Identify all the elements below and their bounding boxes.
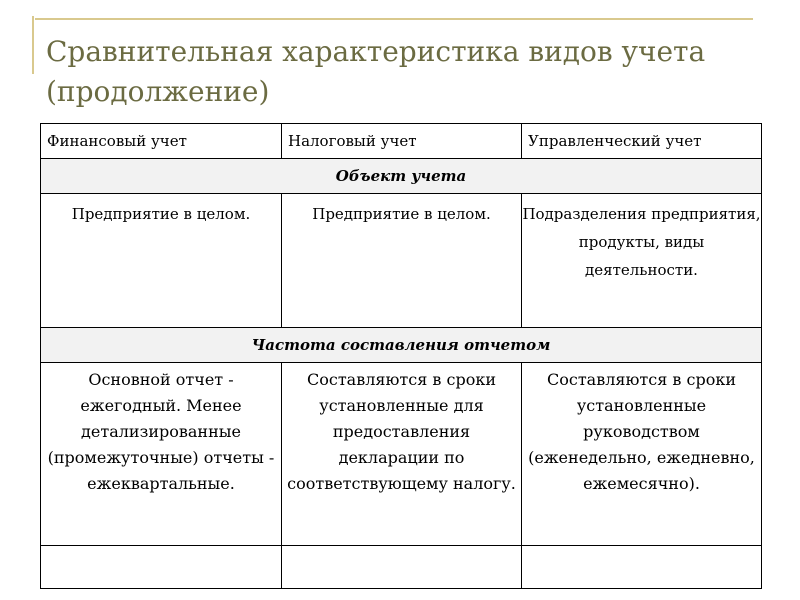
slide-title-line-2: (продолжение) xyxy=(46,75,270,108)
section-title-reporting-frequency: Частота составления отчетом xyxy=(41,328,762,363)
table-row-empty xyxy=(41,546,762,589)
comparison-table xyxy=(40,123,762,589)
top-accent-line xyxy=(35,18,753,20)
cell-text: Предприятие в целом. xyxy=(71,205,251,223)
cell-frequency-tax xyxy=(282,363,522,546)
empty-cell xyxy=(522,546,762,589)
left-accent-line xyxy=(32,16,34,74)
header-tax-accounting: Налоговый учет xyxy=(282,124,522,159)
cell-text: Подразделения предприятия, продукты, виды деятельности. xyxy=(522,205,761,279)
section-row-accounting-object xyxy=(41,159,762,194)
header-management-accounting: Управленческий учет xyxy=(522,124,762,159)
section-row-reporting-frequency xyxy=(41,328,762,363)
cell-frequency-financial xyxy=(41,363,282,546)
cell-text: Основной отчет - ежегодный. Менее детализированные (промежуточные) отчеты - ежеквартальные. xyxy=(47,370,275,493)
cell-text: Предприятие в целом. xyxy=(312,205,491,223)
cell-text: Составляются в сроки установленные руководством (еженедельно, ежедневно, ежемесячно). xyxy=(528,370,755,493)
table-header-row xyxy=(41,124,762,159)
section-title-accounting-object: Объект учета xyxy=(41,159,762,194)
header-financial-accounting: Финансовый учет xyxy=(41,124,282,159)
cell-object-management xyxy=(522,194,762,328)
cell-text: Составляются в сроки установленные для предоставления декларации по соответствующему налогу. xyxy=(287,370,516,493)
table-row-accounting-object xyxy=(41,194,762,328)
table-row-reporting-frequency xyxy=(41,363,762,546)
empty-cell xyxy=(282,546,522,589)
cell-frequency-management xyxy=(522,363,762,546)
empty-cell xyxy=(41,546,282,589)
slide-title xyxy=(46,32,746,112)
cell-object-financial xyxy=(41,194,282,328)
slide-title-line-1: Сравнительная характеристика видов учета xyxy=(46,35,706,68)
cell-object-tax xyxy=(282,194,522,328)
